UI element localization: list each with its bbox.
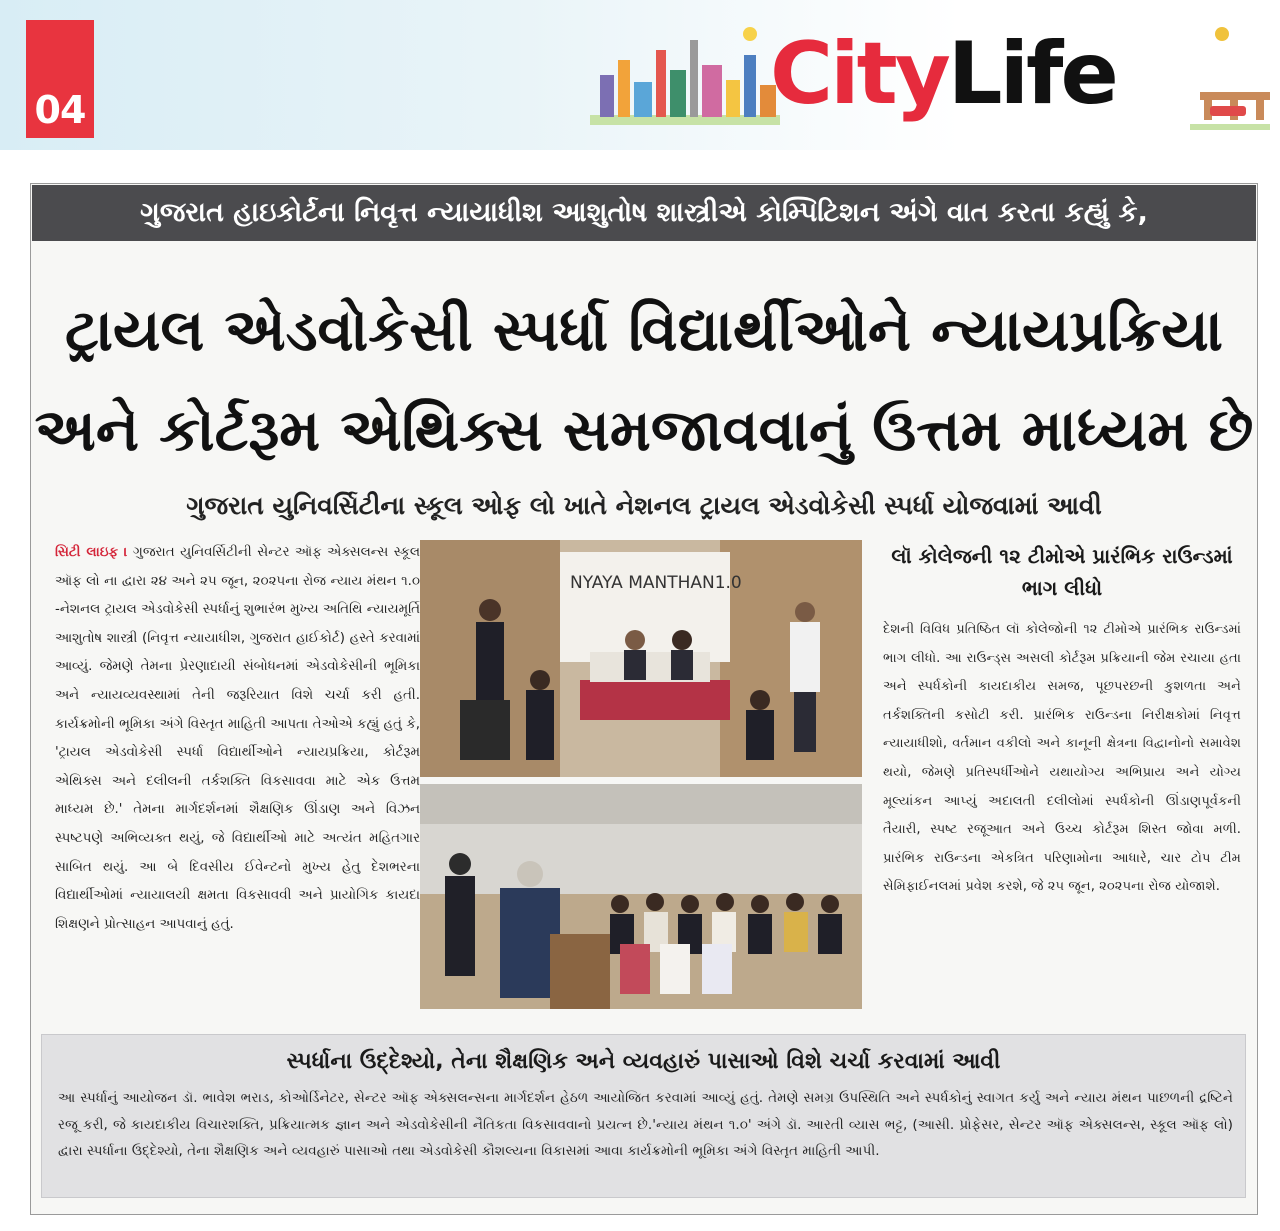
article-subheadline: ગુજરાત યુનિવર્સિટીના સ્કૂલ ઓફ લો ખાતે નેશનલ ટ્રાયલ એડવોકેસી સ્પર્ધા યોજવામાં આવી xyxy=(186,491,1102,520)
bottom-box-heading: સ્પર્ધાના ઉદ્દેશ્યો, તેના શૈક્ષણિક અને વ્યવહારું પાસાઓ વિશે ચર્ચા કરવામાં આવી xyxy=(286,1049,1001,1074)
photo-banner-text: NYAYA MANTHAN1.0 xyxy=(570,573,742,593)
brand-logo xyxy=(770,24,1116,134)
right-column-heading: લૉ કોલેજની ૧૨ ટીમોએ પ્રારંભિક રાઉન્ડમાં ભાગ લીધો xyxy=(891,544,1233,600)
photo-audience xyxy=(420,784,862,1009)
audience-photo-illustration xyxy=(420,784,862,1009)
right-column-text: દેશની વિવિધ પ્રતિષ્ઠિત લૉ કોલેજોની ૧૨ ટીમોએ પ્રારંભિક રાઉન્ડમાં ભાગ લીધો. આ રાઉન્ડ્સ અસલી કોર્ટરૂમ પ્રક્રિયાની જેમ રચાયા હતા અને સ્પર્ધકોની કાયદાકીય સમજ, પૂછપરછની કુશળતા અને તર્કશક્તિની કસોટી કરી. પ્રારંભિક રાઉન્ડના નિરીક્ષકોમાં નિવૃત્ત ન્યાયાધીશો, વર્તમાન વકીલો અને કાનૂની ક્ષેત્રના વિદ્વાનોનો સમાવેશ થયો, જેમણે પ્રતિસ્પર્ધીઓને યથાયોગ્ય અભિપ્રાય અને યોગ્ય મૂલ્યાંકન આપ્યું અદાલતી દલીલોમાં સ્પર્ધકોની ઊંડાણપૂર્વકની તૈયારી, સ્પષ્ટ રજૂઆત અને ઉચ્ચ કોર્ટરૂમ શિસ્ત જોવા મળી. પ્રારંભિક રાઉન્ડના એકત્રિત પરિણામોના આધારે, ચાર ટોપ ટીમ સેમિફાઈનલમાં પ્રવેશ કરશે, જે ૨૫ જૂન, ૨૦૨૫ના રોજ યોજાશે. xyxy=(883,622,1241,895)
courtroom-photo-illustration xyxy=(420,540,862,777)
dateline: સિટી લાઇફ । xyxy=(55,545,128,560)
bottom-box-text: આ સ્પર્ધાનું આયોજન ડૉ. ભાવેશ ભરાડ, કોઓર્ડિનેટર, સેન્ટર ઑફ એક્સલન્સના માર્ગદર્શન હેઠળ આયોજિત કરવામાં આવ્યું હતું. તેમણે સમગ્ર ઉપસ્થિતિ અને સ્પર્ધકોનું સ્વાગત કર્યુ અને ન્યાય મંથન પાછળની દ્રષ્ટિને રજૂ કરી, જે કાયદાકીય વિચારશક્તિ, પ્રક્રિયાત્મક જ્ઞાન અને એડવોકેસીની નૈતિકતા વિકસાવવાનો પ્રયત્ન છે.'ન્યાય મંથન ૧.૦' અંગે ડૉ. આરતી વ્યાસ ભટ્ટ, (આસી. પ્રોફેસર, સેન્ટર ઑફ એક્સલન્સ, સ્કૂલ ઑફ લો) દ્વારા સ્પર્ધાના ઉદ્દેશ્યો, તેના શૈક્ષણિક અને વ્યવહારું પાસાઓ તથા એડવોકેસી કૌશલ્યના વિકાસમાં આવા કાર્યક્રમોની ભૂમિકા અંગે વિસ્તૃત માહિતી આપી. xyxy=(58,1090,1233,1159)
photo-courtroom-moot xyxy=(420,540,862,777)
headline-line-2: અને કોર્ટરૂમ એથિક્સ સમજાવવાનું ઉત્તમ માધ્યમ છે xyxy=(34,396,1254,464)
news-article xyxy=(30,183,1258,1215)
left-column-text xyxy=(55,539,420,1019)
page-number: 04 xyxy=(34,88,86,132)
article-kicker: ગુજરાત હાઇકોર્ટના નિવૃત્ત ન્યાયાધીશ આશુતોષ શાસ્ત્રીએ કોમ્પિટિશન અંગે વાત કરતા કહ્યું કે, xyxy=(32,185,1256,241)
article-headline xyxy=(31,280,1257,480)
brand-city-text: City xyxy=(770,24,948,124)
page-number-tab xyxy=(26,20,94,138)
masthead xyxy=(0,0,1280,150)
bottom-sidebar-box xyxy=(41,1034,1246,1198)
bridge-illustration xyxy=(1170,14,1270,134)
brand-life-text: Life xyxy=(947,24,1116,124)
left-body: ગુજરાત યુનિવર્સિટીની સેન્ટર ઑફ એક્સલન્સ સ્કૂલ ઑફ લો ના દ્વારા ૨૪ અને ૨૫ જૂન, ૨૦૨૫ના રોજ ન્યાય મંથન ૧.૦ -નેશનલ ટ્રાયલ એડવોકેસી સ્પર્ધાનું શુભારંભ મુખ્ય અતિથિ ન્યાયમૂર્તિ આશુતોષ શાસ્ત્રી (નિવૃત્ત ન્યાયાધીશ, ગુજરાત હાઈકોર્ટ) હસ્તે કરવામાં આવ્યું. જેમણે તેમના પ્રેરણાદાયી સંબોધનમાં એડવોકેસીની ભૂમિકા અને ન્યાયવ્યવસ્થામાં તેની જરૂરિયાત વિશે ચર્ચા કરી હતી. કાર્યક્રમોની ભૂમિકા અંગે વિસ્તૃત માહિતી આપતા તેઓએ કહ્યું હતું કે, 'ટ્રાયલ એડવોકેસી સ્પર્ધા વિદ્યાર્થીઓને ન્યાયપ્રક્રિયા, કોર્ટરૂમ એથિક્સ અને દલીલની તર્કશક્તિ વિકસાવવા માટે એક ઉત્તમ માધ્યમ છે.' તેમના માર્ગદર્શનમાં શૈક્ષણિક ઊંડાણ અને વિઝન સ્પષ્ટપણે અભિવ્યક્ત થયું, જે વિદ્યાર્થીઓ માટે અત્યંત મહિતગાર સાબિત થયું. આ બે દિવસીય ઈવેન્ટનો મુખ્ય હેતુ દેશભરના વિદ્યાર્થીઓમાં ન્યાયાલયી ક્ષમતા વિકસાવવી અને પ્રાયોગિક કાયદા શિક્ષણને પ્રોત્સાહન આપવાનું હતું. xyxy=(55,545,420,932)
city-skyline-illustration xyxy=(590,20,780,130)
headline-line-1: ટ્રાયલ એડવોકેસી સ્પર્ધા વિદ્યાર્થીઓને ન્યાયપ્રક્રિયા xyxy=(65,296,1223,364)
